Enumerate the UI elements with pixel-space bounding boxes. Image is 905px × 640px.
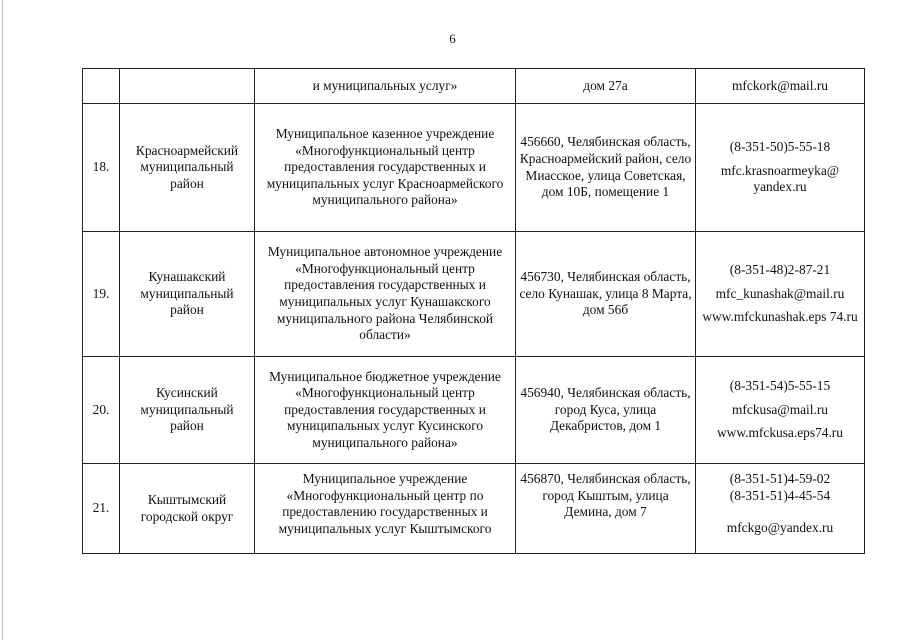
contact-email[interactable]: mfc.krasnoarmeyka@ yandex.ru — [720, 162, 840, 195]
institution-address: 456940, Челябинская область, город Куса, улица Декабристов, дом 1 — [516, 357, 696, 464]
row-number: 21. — [83, 464, 120, 554]
row-number: 20. — [83, 357, 120, 464]
mfc-registry-table — [82, 68, 865, 554]
row-number — [83, 69, 120, 104]
contact-phone: (8-351-54)5-55-15 — [729, 378, 831, 394]
institution-name: Муниципальное казенное учреждение «Многофункциональный центр предоставления государственных и муниципальных услуг Красноармейского муниципального района» — [255, 104, 516, 232]
contact-email[interactable]: mfc_kunashak@mail.ru — [715, 285, 845, 301]
district-name: Кунашакский муниципальный район — [120, 232, 255, 357]
row-number: 19. — [83, 232, 120, 357]
table-row — [83, 357, 865, 464]
contact-website[interactable]: www.mfckunashak.eps 74.ru — [702, 309, 858, 325]
contacts-cell — [696, 232, 865, 357]
row-number: 18. — [83, 104, 120, 232]
page-edge-line — [2, 0, 3, 640]
institution-address: 456730, Челябинская область, село Кунашак, улица 8 Марта, дом 56б — [516, 232, 696, 357]
contacts-cell — [696, 104, 865, 232]
contact-email[interactable]: mfckgo@yandex.ru — [726, 520, 834, 536]
table-row — [83, 232, 865, 357]
contacts-cell — [696, 464, 865, 554]
institution-address: дом 27а — [516, 69, 696, 104]
table-row — [83, 464, 865, 554]
district-name — [120, 69, 255, 104]
table-row — [83, 69, 865, 104]
contact-website[interactable]: www.mfckusa.eps74.ru — [717, 425, 843, 441]
contact-phone: (8-351-50)5-55-18 — [729, 139, 831, 155]
district-name: Кусинский муниципальный район — [120, 357, 255, 464]
institution-name: Муниципальное бюджетное учреждение «Многофункциональный центр предоставления государственных и муниципальных услуг Кусинского муниципального района» — [255, 357, 516, 464]
contacts-cell — [696, 357, 865, 464]
contact-email[interactable]: mfckusa@mail.ru — [732, 401, 828, 417]
contact-spacer — [698, 504, 862, 520]
institution-address: 456660, Челябинская область, Красноармейский район, село Миасское, улица Советская, дом 10Б, помещение 1 — [516, 104, 696, 232]
institution-name: и муниципальных услуг» — [255, 69, 516, 104]
district-name: Красноармейский муниципальный район — [120, 104, 255, 232]
contact-phone: (8-351-51)4-45-54 — [729, 487, 831, 503]
institution-name: Муниципальное учреждение «Многофункциональный центр по предоставлению государственных и муниципальных услуг Кыштымского — [255, 464, 516, 554]
institution-address: 456870, Челябинская область, город Кыштым, улица Демина, дом 7 — [516, 464, 696, 554]
table-row — [83, 104, 865, 232]
contacts-cell — [696, 69, 865, 104]
contact-phone: (8-351-48)2-87-21 — [729, 262, 831, 278]
district-name: Кыштымский городской округ — [120, 464, 255, 554]
page-number: 6 — [449, 31, 456, 46]
institution-name: Муниципальное автономное учреждение «Многофункциональный центр предоставления государственных и муниципальных услуг Кунашакского муниципального района Челябинской области» — [255, 232, 516, 357]
contact-email[interactable]: mfckork@mail.ru — [732, 77, 828, 93]
contact-phone: (8-351-51)4-59-02 — [729, 471, 831, 486]
